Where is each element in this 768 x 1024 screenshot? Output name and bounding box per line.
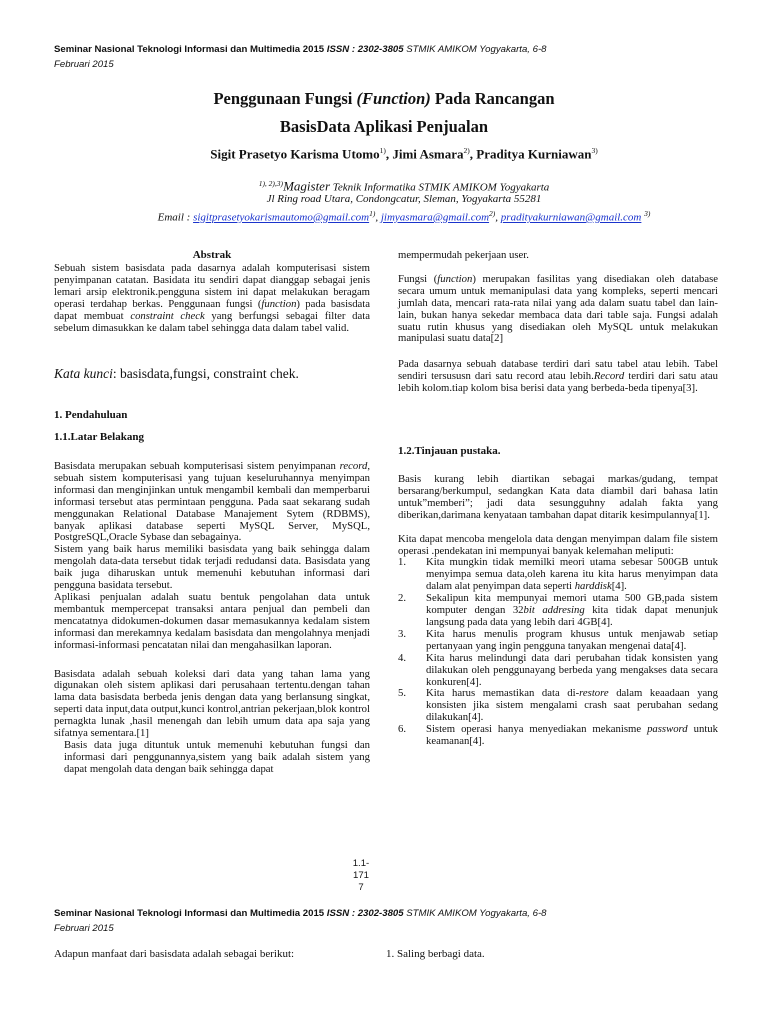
section-1-1-heading: 1.1.Latar Belakang [54,431,144,443]
benefits-intro: Adapun manfaat dari basisdata adalah sebagai berikut: [54,948,295,960]
list-item: 6. Sistem operasi hanya menyediakan mekanisme password untuk keamanan[4]. [398,723,718,748]
address: Jl Ring road Utara, Condongcatur, Sleman, Yogyakarta 55281 [266,193,542,205]
abstract-text: Sebuah sistem basisdata pada dasarnya adalah komputerisasi sistem penyimpanan catatan. Basidata itu sendiri dapat dianggap sebagai jenis lemari arsip elektronik.pengguna sistem ini dapat melakukan beragam operasi terdahap berkas. Penggunaan fungsi (function) pada basisdata dapat membuat constraint check yang berfungsi sebagai filter data sebelum dimasukkan ke dalam tabel sehingga data dalam tabel valid. [54,262,370,334]
running-header [54,42,714,72]
page-number: 1.1- 171 7 [352,858,370,893]
list-item: 5. Kita harus memastikan data di-restore dalam keaadaan yang konsisten jika sistem mengalami crash saat perubahan sedang dilakukan[4]. [398,687,718,724]
running-header-page2: Seminar Nasional Teknologi Informasi dan Multimedia 2015 ISSN : 2302-3805 STMIK AMIKOM Yogyakarta, 6-8 Februari 2015 [54,908,547,934]
paper-title-line1: Penggunaan Fungsi (Function) Pada Rancangan [213,89,555,108]
right-body [398,250,718,395]
paragraph: Basisdata merupakan sebuah komputerisasi sistem penyimpanan record, sebuah sistem komputerisasi yang tujuan keseluruhannya menyimpan informasi dan menginjinkan untuk mengambil kembali dan memperbarui informasi tersebut atas permintaan pengguna. Pada saat sekarang sudah menggunakan Relational Database Manajement Sytem (RDBMS), banyak aplikasi database seperti MySQL Server, MySQL, PostgreSQL,Oracle Sybase dan sebagainya. [54,460,370,544]
paragraph: mempermudah pekerjaan user. [398,249,529,261]
email-link-3[interactable]: pradityakurniawan@gmail.com [500,211,642,224]
paragraph: Basis kurang lebih diartikan sebagai markas/gudang, tempat bersarang/berkumpul, sedangkan Kata data diambil dari bahasa latin untuk”memberi”; jadi data sesungguhny adalah fakta yang diberikan,darimana kenyataan tambahan dapat ditarik kesimpulannya[1]. [398,473,718,521]
issn: ISSN : 2302-3805 [326,44,404,55]
email-line: Email : sigitprasetyokarismautomo@gmail.com$^{1)}$, jimyasmara@gmail.com$^{2)}$, pradityakurniawan@gmail.com $^{3)}$ [157,209,651,224]
conference-place: STMIK AMIKOM Yogyakarta, 6-8 [406,44,547,55]
paragraph: Pada dasarnya sebuah database terdiri dari satu tabel atau lebih. Tabel sendiri tersususn dari satu record atau lebih.Record terdiri dari satu atau lebih kolom.tiap kolom bisa berisi data yang berbeda-beda tipenya[3]. [398,358,719,395]
list-item: 3. Kita harus menulis program khusus untuk menjawab setiap pertanyaan yang ingin pengguna tanyakan mengenai data[4]. [398,627,718,652]
list-item: 2. Sekalipun kita mempunyai memori utama 500 GB,pada sistem komputer dengan 32bit addresing kita tidak dapat menunjuk langsung pada data yang lebih dari 4GB[4]. [398,592,718,628]
conference-month: Februari 2015 [54,59,114,70]
paragraph: Sistem yang baik harus memiliki basisdata yang baik sehingga dalam mengolah data-data tersebut tidak terjadi redudansi data. Basisdata yang baik juga diharuskan untuk memenuhi kebutuhan informasi dari pengguna basidata tersebut. [54,543,370,592]
keywords: Kata kunci: basisdata,fungsi, constraint chek. [54,366,299,381]
paragraph: Aplikasi penjualan adalah suatu bentuk pengolahan data untuk membantuk mempercepat transaksi antara penjual dan pembeli dan mencatatnya didokumen-dokumen dasar memasukannya kedalam sistem informasi dan merekamnya kedalam basisdata dan mengolahnya menjadi informasi-informasi pencatatan nilai dan mengahasilkan laporan. [54,590,370,651]
list-item: 4. Kita harus melindungi data dari perubahan tidak konsisten yang dilakukan oleh penggunayang berbeda yang mengakses data secara konkuren[4]. [398,651,718,688]
list-item: 1. Kita mungkin tidak memilki meori utama sebesar 500GB untuk menyimpa semua data,oleh karena itu kita harus menyimpan data dalam alat penyimpan data seperti harddisk[4]. [398,556,718,593]
section-1-2-heading: 1.2.Tinjauan pustaka. [398,445,501,457]
section-1-heading: 1. Pendahuluan [54,409,128,421]
abstract-heading: Abstrak [192,249,232,261]
paragraph: Basis data juga dituntuk untuk memenuhi kebutuhan fungsi dan informasi dari penggunannya,sistem yang baik adalah sistem yang dapat mengolah data dengan baik sehingga dapat [64,738,370,775]
right-body-2 [398,474,718,748]
author-list: Sigit Prasetyo Karisma Utomo$^{1)}$, Jimi Asmara$^{2)}$, Praditya Kurniawan$^{3)}$ [210,146,598,162]
left-body [54,461,370,776]
benefit-item-1: 1. Saling berbagi data. [386,948,485,960]
weakness-list [398,557,718,748]
paragraph: Kita dapat mencoba mengelola data dengan menyimpan dalam file sistem operasi .pendekatan ini mempunyai banyak kelemahan meliputi: [398,532,718,557]
paper-title-line2: BasisData Aplikasi Penjualan [279,117,489,136]
conference-name: Seminar Nasional Teknologi Informasi dan Multimedia 2015 [54,44,325,55]
email-link-2[interactable]: jimyasmara@gmail.com [380,211,490,224]
email-link-1[interactable]: sigitprasetyokarismautomo@gmail.com [193,211,370,224]
paragraph: Fungsi (function) merupakan fasilitas yang disediakan oleh database secara umum untuk memanipulasi data yang kompleks, seperti mencari jumlah data, mencari rata-rata nilai yang ada dalam suatu tabel dan lain-lain, bukan hanya sekedar membaca data dari table saja. Fungsi adalah suatu rutin khusus yang disediakan oleh MySQL untuk melakukan manipulasi suatu data[2] [398,272,718,345]
affiliation: $^{1), 2),3)}$Magister Teknik Informatika STMIK AMIKOM Yogyakarta [258,178,550,194]
paragraph: Basisdata adalah sebuah koleksi dari data yang tahan lama yang digunakan oleh sistem aplikasi dari perusahaan tertentu.dengan tahan lama data basisdata berbeda jenis dengan data yang berlansung singkat, seperti data input,data output,kunci kontrol,antrian pekerjaan,blok kontrol pernagkta lunak ,hasil menengah dan lebih umum data apa saja yang sifatnya sementara.[1] [54,667,370,740]
